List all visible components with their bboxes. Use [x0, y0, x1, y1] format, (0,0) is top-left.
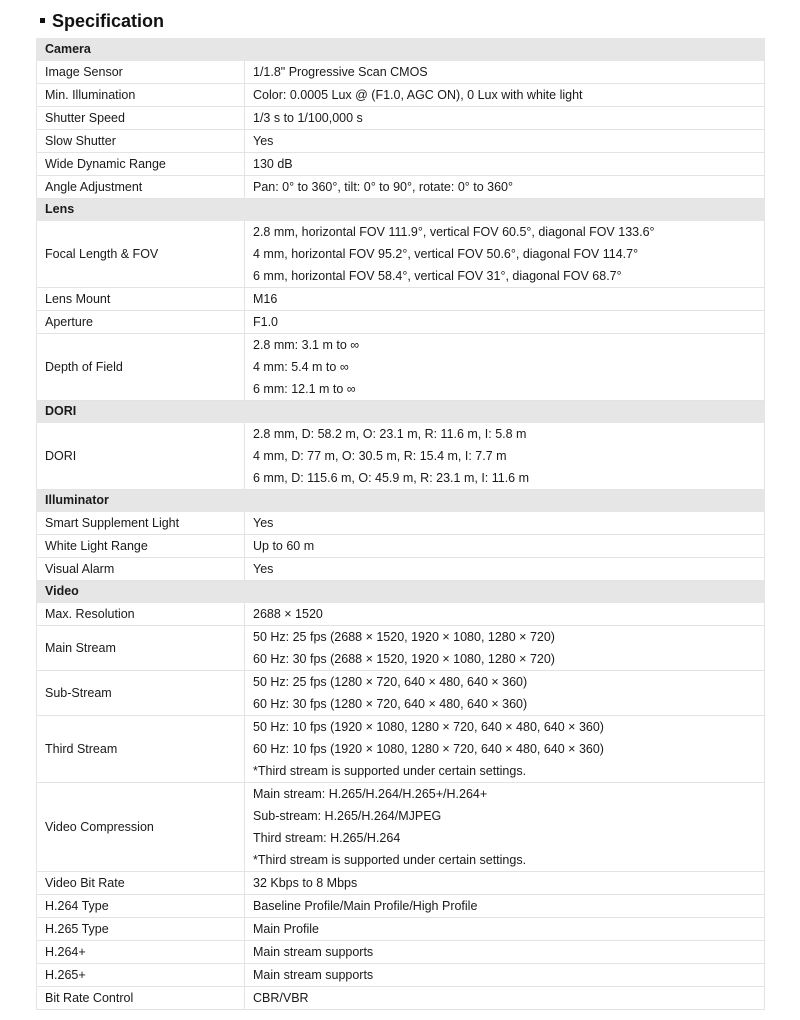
table-row: [37, 176, 765, 199]
spec-value-line: 60 Hz: 10 fps (1920 × 1080, 1280 × 720, 640 × 480, 640 × 360): [253, 742, 604, 756]
section-title: Illuminator: [37, 490, 765, 512]
square-bullet-icon: [40, 18, 45, 23]
spec-value-line: 6 mm, horizontal FOV 58.4°, vertical FOV 31°, diagonal FOV 68.7°: [253, 269, 622, 283]
spec-value-line: CBR/VBR: [253, 991, 309, 1005]
table-row: [37, 311, 765, 334]
spec-value-line: 50 Hz: 10 fps (1920 × 1080, 1280 × 720, 640 × 480, 640 × 360): [253, 720, 604, 734]
spec-label: Bit Rate Control: [37, 987, 245, 1010]
spec-value: [245, 512, 765, 535]
table-row: [37, 626, 765, 671]
spec-value: [245, 872, 765, 895]
spec-value: [245, 153, 765, 176]
table-row: [37, 671, 765, 716]
spec-label: White Light Range: [37, 535, 245, 558]
spec-label: H.265 Type: [37, 918, 245, 941]
table-row: [37, 423, 765, 490]
spec-label: Angle Adjustment: [37, 176, 245, 199]
table-row: [37, 895, 765, 918]
table-row: [37, 558, 765, 581]
spec-value: [245, 334, 765, 401]
spec-label: Image Sensor: [37, 61, 245, 84]
spec-value: [245, 603, 765, 626]
table-row: [37, 221, 765, 288]
spec-value: [245, 61, 765, 84]
table-row: [37, 61, 765, 84]
table-row: [37, 334, 765, 401]
spec-value: [245, 716, 765, 783]
spec-value-line: 32 Kbps to 8 Mbps: [253, 876, 358, 890]
spec-value: [245, 176, 765, 199]
spec-label: Lens Mount: [37, 288, 245, 311]
section-title: Lens: [37, 199, 765, 221]
spec-value: [245, 558, 765, 581]
table-row: [37, 987, 765, 1010]
spec-value: [245, 107, 765, 130]
spec-value-line: 4 mm, horizontal FOV 95.2°, vertical FOV 50.6°, diagonal FOV 114.7°: [253, 247, 639, 261]
spec-label: Wide Dynamic Range: [37, 153, 245, 176]
spec-value-line: Yes: [253, 134, 274, 148]
spec-label: Video Compression: [37, 783, 245, 872]
section-title: DORI: [37, 401, 765, 423]
section-header: [37, 39, 765, 61]
spec-label: Smart Supplement Light: [37, 512, 245, 535]
spec-label: H.264 Type: [37, 895, 245, 918]
spec-value: [245, 987, 765, 1010]
spec-value-line: *Third stream is supported under certain settings.: [253, 853, 527, 867]
table-row: [37, 84, 765, 107]
spec-value-line: M16: [253, 292, 278, 306]
spec-label: Slow Shutter: [37, 130, 245, 153]
spec-label: Shutter Speed: [37, 107, 245, 130]
spec-value-line: 2.8 mm, D: 58.2 m, O: 23.1 m, R: 11.6 m, I: 5.8 m: [253, 427, 527, 441]
table-row: [37, 535, 765, 558]
spec-value-line: Main stream supports: [253, 968, 374, 982]
section-header: [37, 401, 765, 423]
spec-value-line: Color: 0.0005 Lux @ (F1.0, AGC ON), 0 Lux with white light: [253, 88, 583, 102]
table-row: [37, 941, 765, 964]
section-header: [37, 490, 765, 512]
spec-table: [36, 38, 765, 1010]
spec-value-line: Main stream supports: [253, 945, 374, 959]
table-row: [37, 918, 765, 941]
spec-label: Sub-Stream: [37, 671, 245, 716]
spec-value-line: 2.8 mm, horizontal FOV 111.9°, vertical FOV 60.5°, diagonal FOV 133.6°: [253, 225, 655, 239]
spec-value-line: Main stream: H.265/H.264/H.265+/H.264+: [253, 787, 488, 801]
spec-value-line: 4 mm: 5.4 m to ∞: [253, 360, 349, 374]
page-title: [40, 8, 164, 34]
spec-value-line: Pan: 0° to 360°, tilt: 0° to 90°, rotate: 0° to 360°: [253, 180, 514, 194]
spec-value: [245, 288, 765, 311]
spec-value-line: Sub-stream: H.265/H.264/MJPEG: [253, 809, 442, 823]
spec-label: H.265+: [37, 964, 245, 987]
spec-value: [245, 964, 765, 987]
spec-value: [245, 84, 765, 107]
spec-label: Focal Length & FOV: [37, 221, 245, 288]
spec-value: [245, 221, 765, 288]
section-header: [37, 581, 765, 603]
spec-value-line: Yes: [253, 516, 274, 530]
section-title: Camera: [37, 39, 765, 61]
spec-value: [245, 941, 765, 964]
spec-label: H.264+: [37, 941, 245, 964]
page-title-text: Specification: [52, 10, 165, 31]
spec-value: [245, 626, 765, 671]
table-row: [37, 603, 765, 626]
spec-value: [245, 918, 765, 941]
section-title: Video: [37, 581, 765, 603]
spec-value-line: 50 Hz: 25 fps (1280 × 720, 640 × 480, 640 × 360): [253, 675, 528, 689]
table-row: [37, 783, 765, 872]
table-row: [37, 512, 765, 535]
spec-value: [245, 423, 765, 490]
spec-value-line: 1/1.8" Progressive Scan CMOS: [253, 65, 428, 79]
table-row: [37, 153, 765, 176]
spec-label: Depth of Field: [37, 334, 245, 401]
table-row: [37, 130, 765, 153]
spec-value: [245, 783, 765, 872]
table-row: [37, 288, 765, 311]
spec-label: DORI: [37, 423, 245, 490]
spec-label: Visual Alarm: [37, 558, 245, 581]
spec-value-line: F1.0: [253, 315, 279, 329]
table-row: [37, 716, 765, 783]
spec-value-line: 6 mm: 12.1 m to ∞: [253, 382, 356, 396]
spec-value-line: 4 mm, D: 77 m, O: 30.5 m, R: 15.4 m, I: 7.7 m: [253, 449, 507, 463]
spec-label: Min. Illumination: [37, 84, 245, 107]
spec-value: [245, 671, 765, 716]
spec-value-line: Third stream: H.265/H.264: [253, 831, 401, 845]
spec-value-line: 60 Hz: 30 fps (1280 × 720, 640 × 480, 640 × 360): [253, 697, 528, 711]
table-row: [37, 964, 765, 987]
spec-value: [245, 895, 765, 918]
spec-label: Aperture: [37, 311, 245, 334]
table-row: [37, 107, 765, 130]
spec-value-line: 1/3 s to 1/100,000 s: [253, 111, 363, 125]
spec-value: [245, 130, 765, 153]
section-header: [37, 199, 765, 221]
spec-value-line: Baseline Profile/Main Profile/High Profile: [253, 899, 478, 913]
spec-value-line: Yes: [253, 562, 274, 576]
spec-value-line: 60 Hz: 30 fps (2688 × 1520, 1920 × 1080, 1280 × 720): [253, 652, 555, 666]
spec-value-line: 2688 × 1520: [253, 607, 323, 621]
spec-label: Third Stream: [37, 716, 245, 783]
spec-value: [245, 311, 765, 334]
spec-value-line: Main Profile: [253, 922, 319, 936]
spec-value-line: 130 dB: [253, 157, 293, 171]
spec-value-line: 2.8 mm: 3.1 m to ∞: [253, 338, 360, 352]
spec-value-line: 6 mm, D: 115.6 m, O: 45.9 m, R: 23.1 m, I: 11.6 m: [253, 471, 530, 485]
spec-label: Main Stream: [37, 626, 245, 671]
spec-value-line: *Third stream is supported under certain settings.: [253, 764, 527, 778]
spec-label: Max. Resolution: [37, 603, 245, 626]
spec-value-line: 50 Hz: 25 fps (2688 × 1520, 1920 × 1080, 1280 × 720): [253, 630, 555, 644]
table-row: [37, 872, 765, 895]
spec-value: [245, 535, 765, 558]
spec-value-line: Up to 60 m: [253, 539, 315, 553]
spec-label: Video Bit Rate: [37, 872, 245, 895]
